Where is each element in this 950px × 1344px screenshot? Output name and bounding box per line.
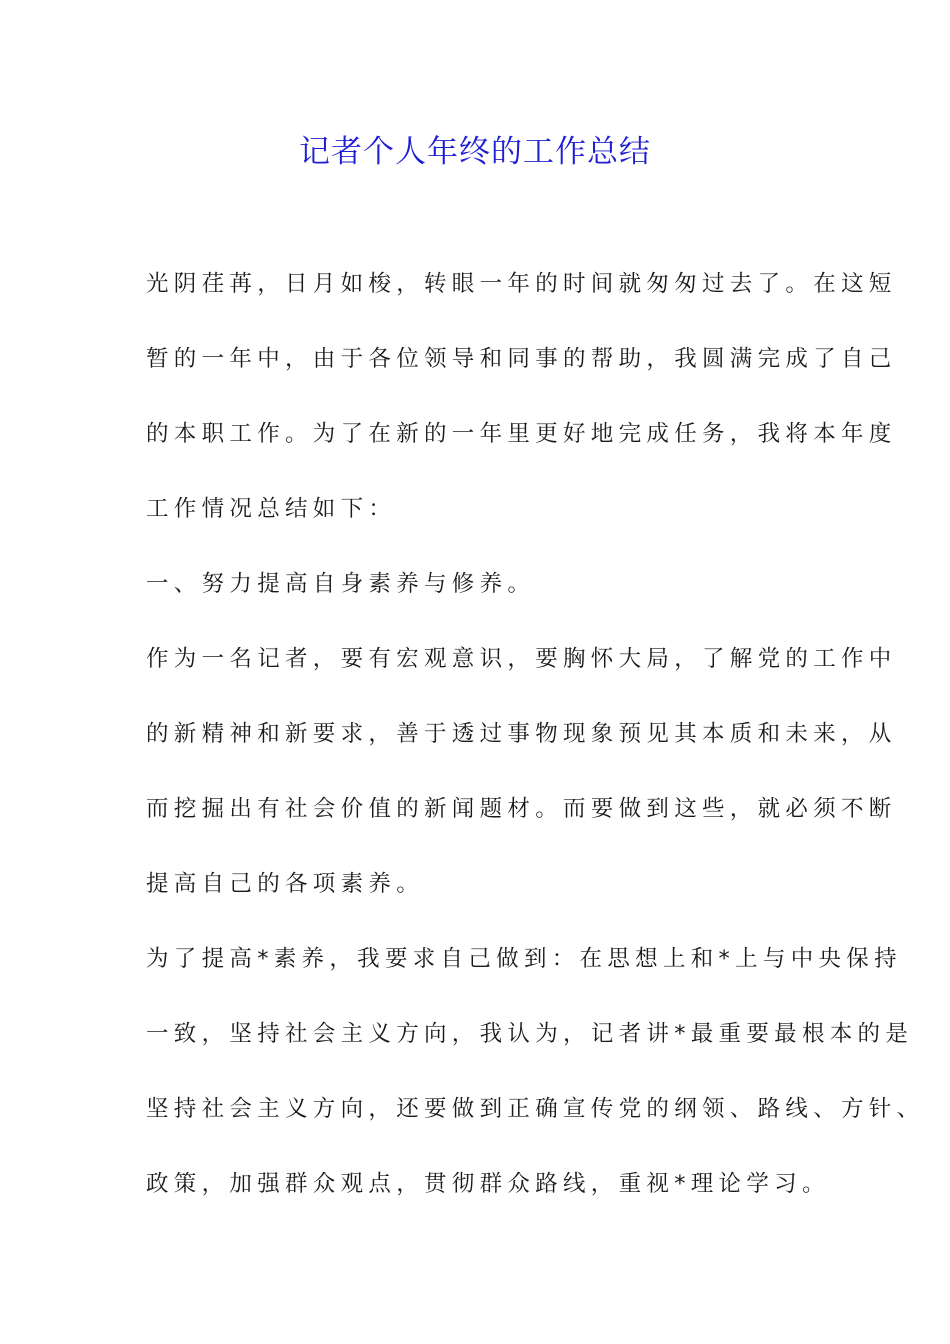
paragraph-line: 光阴荏苒，日月如梭，转眼一年的时间就匆匆过去了。在这短 — [146, 271, 897, 297]
section-heading: 一、努力提高自身素养与修养。 — [146, 571, 536, 597]
paragraph-line: 坚持社会主义方向，还要做到正确宣传党的纲领、路线、方针、 — [146, 1096, 925, 1122]
paragraph-line: 的新精神和新要求，善于透过事物现象预见其本质和未来，从 — [146, 721, 897, 747]
paragraph-line: 而挖掘出有社会价值的新闻题材。而要做到这些，就必须不断 — [146, 796, 897, 822]
paragraph-line: 为了提高*素养，我要求自己做到：在思想上和*上与中央保持 — [146, 946, 902, 972]
document-title: 记者个人年终的工作总结 — [299, 134, 651, 170]
paragraph-line: 作为一名记者，要有宏观意识，要胸怀大局，了解党的工作中 — [146, 646, 897, 672]
paragraph-line: 一致，坚持社会主义方向，我认为，记者讲*最重要最根本的是 — [146, 1021, 914, 1047]
paragraph-line: 暂的一年中，由于各位领导和同事的帮助，我圆满完成了自己 — [146, 346, 897, 372]
paragraph-line: 政策，加强群众观点，贯彻群众路线，重视*理论学习。 — [146, 1171, 830, 1197]
paragraph-line: 的本职工作。为了在新的一年里更好地完成任务，我将本年度 — [146, 421, 897, 447]
paragraph-line: 工作情况总结如下： — [146, 496, 397, 522]
paragraph-line: 提高自己的各项素养。 — [146, 871, 425, 897]
